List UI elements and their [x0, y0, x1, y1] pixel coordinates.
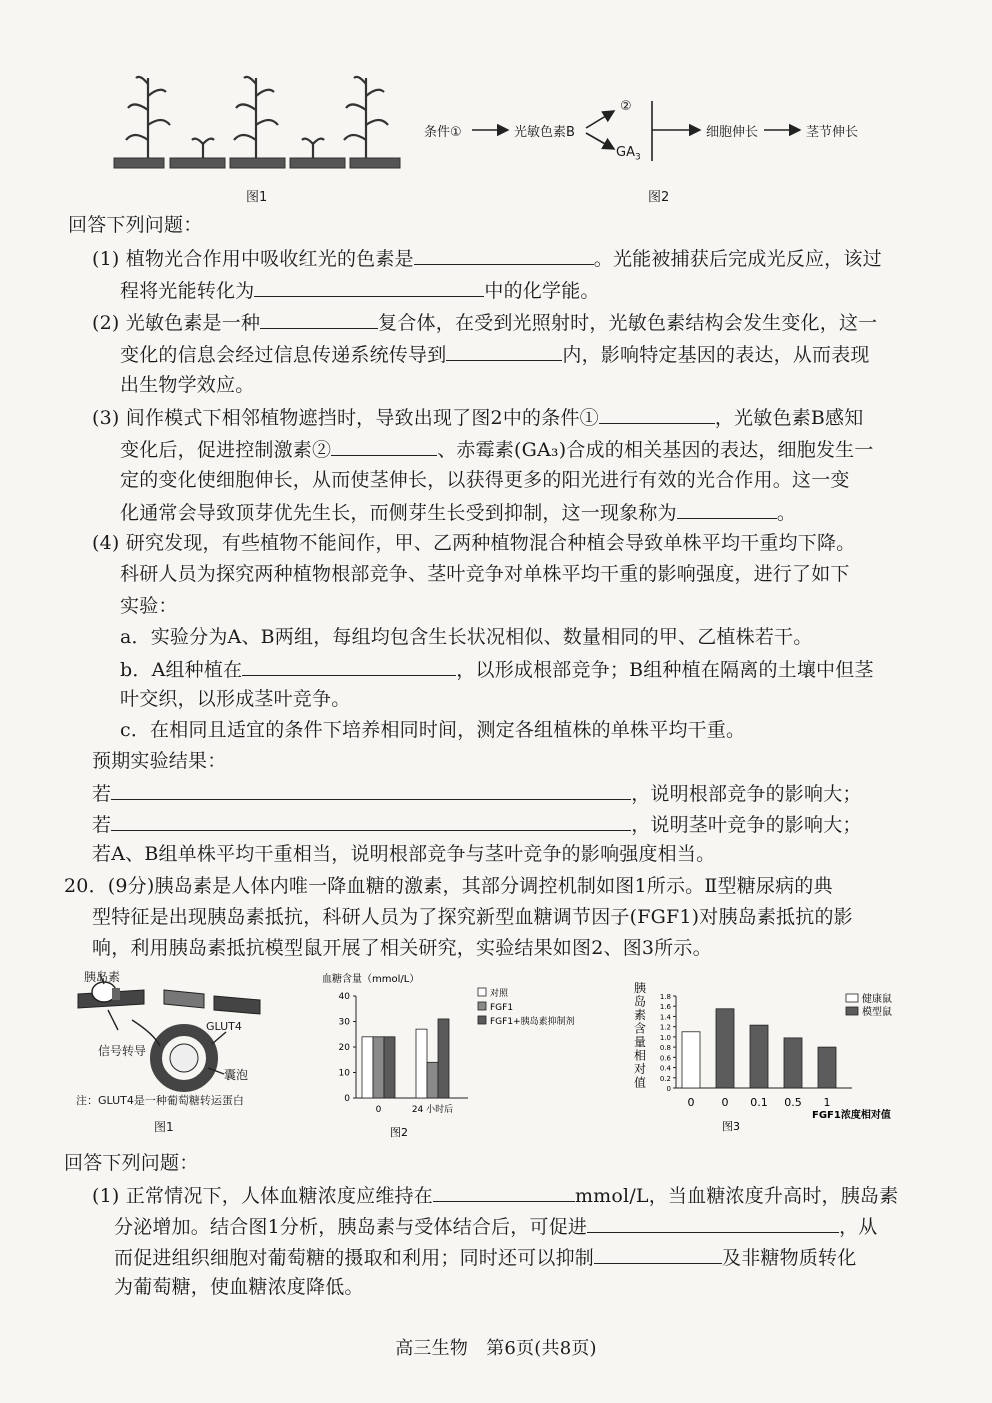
- chart3-xlabel: FGF1浓度相对值: [812, 1110, 891, 1121]
- q19-p3-line3: 定的变化使细胞伸长，从而使茎伸长，以获得更多的阳光进行有效的光合作用。这一变: [120, 469, 850, 491]
- chart3-ytick-label: 0: [666, 1085, 671, 1093]
- chart2-ytick-label: 10: [338, 1068, 350, 1079]
- chart3-ytick-label: 0.4: [659, 1064, 671, 1073]
- chart2-bar: [427, 1062, 438, 1098]
- chart3-legend-swatch: [846, 1007, 858, 1015]
- chart2-caption: 图2: [390, 1126, 408, 1139]
- chart3-bar: [716, 1009, 734, 1088]
- chart3-xtick-label: 1: [823, 1096, 831, 1109]
- glut4-label: GLUT4: [206, 1020, 242, 1033]
- q19-p2-line1: (2) 光敏色素是一种 复合体，在受到光照射时，光敏色素结构会发生变化，这一: [92, 308, 877, 336]
- expected-results: 预期实验结果：: [92, 750, 227, 772]
- chart3-ytick-label: 1.4: [659, 1013, 671, 1022]
- q20-line3: 响，利用胰岛素抵抗模型鼠开展了相关研究，实验结果如图2、图3所示。: [92, 937, 712, 959]
- chart3-ylabel-char: 对: [634, 1062, 647, 1076]
- blank-11[interactable]: [433, 1181, 575, 1202]
- q19-step-b-line2: 叶交织，以形成茎叶竞争。: [120, 688, 351, 710]
- result-3: 若A、B组单株平均干重相当，说明根部竞争与茎叶竞争的影响强度相当。: [92, 843, 716, 865]
- chart2-ytick-label: 40: [338, 992, 350, 1002]
- chart3-bar: [750, 1025, 768, 1088]
- q19-p2-line3: 出生物学效应。: [120, 374, 255, 396]
- blank-7[interactable]: [677, 498, 777, 519]
- chart2-legend-swatch: [478, 1002, 486, 1010]
- chart2-ytick-label: 20: [338, 1043, 350, 1053]
- page-footer: 高三生物 第6页(共8页): [395, 1338, 597, 1359]
- blank-5[interactable]: [599, 403, 715, 424]
- blank-10[interactable]: [111, 810, 631, 831]
- cell-membrane-diagram: [74, 970, 294, 1110]
- chart3-bar: [784, 1038, 802, 1088]
- ga3-label: $GA_3$: [616, 145, 641, 163]
- chart2-legend-label: FGF1+胰岛素抑制剂: [490, 1017, 575, 1027]
- chart3-legend-label: 模型鼠: [862, 1007, 892, 1018]
- signal-transduction-label: 信号转导: [98, 1044, 147, 1058]
- q20-fig1-diagram: [74, 970, 294, 1140]
- chart3-xtick-label: 0: [687, 1096, 695, 1109]
- chart2-legend-swatch: [478, 1016, 486, 1024]
- blank-9[interactable]: [111, 779, 631, 800]
- blank-3[interactable]: [260, 308, 378, 329]
- result-2: 若 ，说明茎叶竞争的影响大；: [92, 810, 862, 838]
- chart3-ylabel-char: 素: [634, 1008, 647, 1022]
- chart3-ylabel-char: 含: [634, 1021, 647, 1036]
- q20-fig1-caption: 图1: [154, 1120, 174, 1134]
- q19-step-a: a．实验分为A、B两组，每组均包含生长状况相似、数量相同的甲、乙植株若干。: [120, 626, 813, 648]
- chart3-ytick-label: 1.0: [659, 1033, 671, 1042]
- q20-a1-line2: 分泌增加。结合图1分析，胰岛素与受体结合后，可促进 ，从: [114, 1212, 878, 1240]
- q19-step-b-line1: b．A组种植在 ，以形成根部竞争；B组种植在隔离的土壤中但茎: [120, 655, 874, 683]
- blank-6[interactable]: [331, 435, 437, 456]
- chart3-bar: [818, 1047, 836, 1088]
- fig2-pathway: [420, 95, 880, 165]
- q19-p4-line3: 实验：: [120, 595, 178, 617]
- chart3-xtick-label: 0.1: [750, 1096, 768, 1109]
- chart2-ylabel: 血糖含量（mmol/L）: [322, 974, 420, 985]
- chart3-ytick-label: 0.8: [659, 1044, 671, 1053]
- q19-p1-line1: (1) 植物光合作用中吸收红光的色素是 。光能被捕获后完成光反应，该过: [92, 244, 882, 272]
- phytochrome-label: 光敏色素B: [514, 125, 575, 140]
- chart3-legend-swatch: [846, 994, 858, 1002]
- chart3-ytick-label: 1.8: [659, 993, 671, 1001]
- blank-4[interactable]: [446, 340, 562, 361]
- cell-elongation-label: 细胞伸长: [706, 125, 759, 140]
- chart3-ytick-label: 1.2: [659, 1023, 671, 1032]
- chart2-bar: [362, 1037, 373, 1098]
- chart3-xtick-label: 0: [721, 1096, 729, 1109]
- q19-p3-line4: 化通常会导致顶芽优先生长，而侧芽生长受到抑制，这一现象称为 。: [120, 498, 796, 526]
- chart3-ytick-label: 1.6: [659, 1003, 671, 1012]
- stem-elongation-label: 茎节伸长: [806, 125, 859, 140]
- chart3-ytick-label: 0.6: [659, 1054, 671, 1063]
- fig1-plants-illustration: [108, 70, 408, 180]
- fig1-caption: 图1: [246, 190, 268, 205]
- blank-1[interactable]: [414, 244, 594, 265]
- fig2-caption: 图2: [648, 190, 670, 205]
- chart3-ytick-label: 0.2: [659, 1074, 671, 1083]
- q19-p1-line2: 程将光能转化为 中的化学能。: [120, 276, 600, 304]
- q20-answer-prompt: 回答下列问题：: [64, 1152, 199, 1174]
- chart2-xtick-label: 24 小时后: [411, 1105, 454, 1115]
- chart2-ytick-label: 0: [344, 1094, 350, 1104]
- result-1: 若 ，说明根部竞争的影响大；: [92, 779, 862, 807]
- chart3-ylabel-char: 量: [634, 1035, 647, 1049]
- chart2-bar: [416, 1029, 427, 1098]
- chart2-bar: [373, 1037, 384, 1098]
- answer-prompt: 回答下列问题：: [68, 214, 203, 236]
- chart2-bar: [438, 1019, 449, 1098]
- q19-p3-line1: (3) 间作模式下相邻植物遮挡时，导致出现了图2中的条件① ，光敏色素B感知: [92, 403, 863, 431]
- blank-12[interactable]: [587, 1212, 839, 1233]
- insulin-label: 胰岛素: [84, 970, 121, 984]
- chart3-bar: [682, 1032, 700, 1088]
- chart3-legend-label: 健康鼠: [862, 994, 892, 1005]
- pathway-arrows: [420, 95, 880, 165]
- chart2-legend-swatch: [478, 988, 486, 996]
- insulin-chart: [628, 982, 928, 1140]
- chart2-legend-label: FGF1: [490, 1003, 514, 1013]
- blank-8[interactable]: [242, 655, 456, 676]
- chart3-xtick-label: 0.5: [784, 1096, 802, 1109]
- chart3-ylabel-char: 值: [634, 1075, 647, 1090]
- q20-line1: 20．(9分)胰岛素是人体内唯一降血糖的激素，其部分调控机制如图1所示。Ⅱ型糖尿病的典: [64, 875, 833, 897]
- chart2-bar: [384, 1037, 395, 1098]
- chart3-caption: 图3: [722, 1120, 740, 1133]
- condition-label: 条件①: [424, 125, 462, 140]
- q19-p4-line2: 科研人员为探究两种植物根部竞争、茎叶竞争对单株平均干重的影响强度，进行了如下: [120, 563, 850, 585]
- q20-a1-line3: 而促进组织细胞对葡萄糖的摄取和利用；同时还可以抑制 及非糖物质转化: [114, 1243, 856, 1271]
- q20-a1-line1: (1) 正常情况下，人体血糖浓度应维持在 mmol/L，当血糖浓度升高时，胰岛素: [92, 1181, 898, 1209]
- q20-a1-line4: 为葡萄糖，使血糖浓度降低。: [114, 1276, 364, 1298]
- q19-p2-line2: 变化的信息会经过信息传递系统传导到 内，影响特定基因的表达，从而表现: [120, 340, 870, 368]
- blank-2[interactable]: [254, 276, 484, 297]
- chart3-ylabel-char: 岛: [634, 994, 647, 1009]
- q19-step-c: c．在相同且适宜的条件下培养相同时间，测定各组植株的单株平均干重。: [120, 719, 746, 741]
- blood-glucose-chart: [316, 968, 626, 1140]
- q19-p3-line2: 变化后，促进控制激素② 、赤霉素(GA₃)合成的相关基因的表达，细胞发生一: [120, 435, 874, 463]
- hormone2-label: ②: [620, 99, 632, 114]
- q20-line2: 型特征是出现胰岛素抵抗，科研人员为了探究新型血糖调节因子(FGF1)对胰岛素抵抗的影: [92, 906, 853, 928]
- chart3-ylabel-char: 胰: [634, 982, 647, 995]
- vesicle-label: 囊泡: [224, 1068, 249, 1082]
- chart2-xtick-label: 0: [375, 1105, 382, 1115]
- q19-p4-line1: (4) 研究发现，有些植物不能间作，甲、乙两种植物混合种植会导致单株平均干重均下降。: [92, 532, 856, 554]
- glut4-note: 注：GLUT4是一种葡萄糖转运蛋白: [76, 1094, 244, 1107]
- blank-13[interactable]: [594, 1243, 722, 1264]
- chart3-ylabel-char: 相: [634, 1048, 647, 1063]
- chart2-legend-label: 对照: [490, 989, 509, 999]
- chart2-ytick-label: 30: [338, 1017, 350, 1028]
